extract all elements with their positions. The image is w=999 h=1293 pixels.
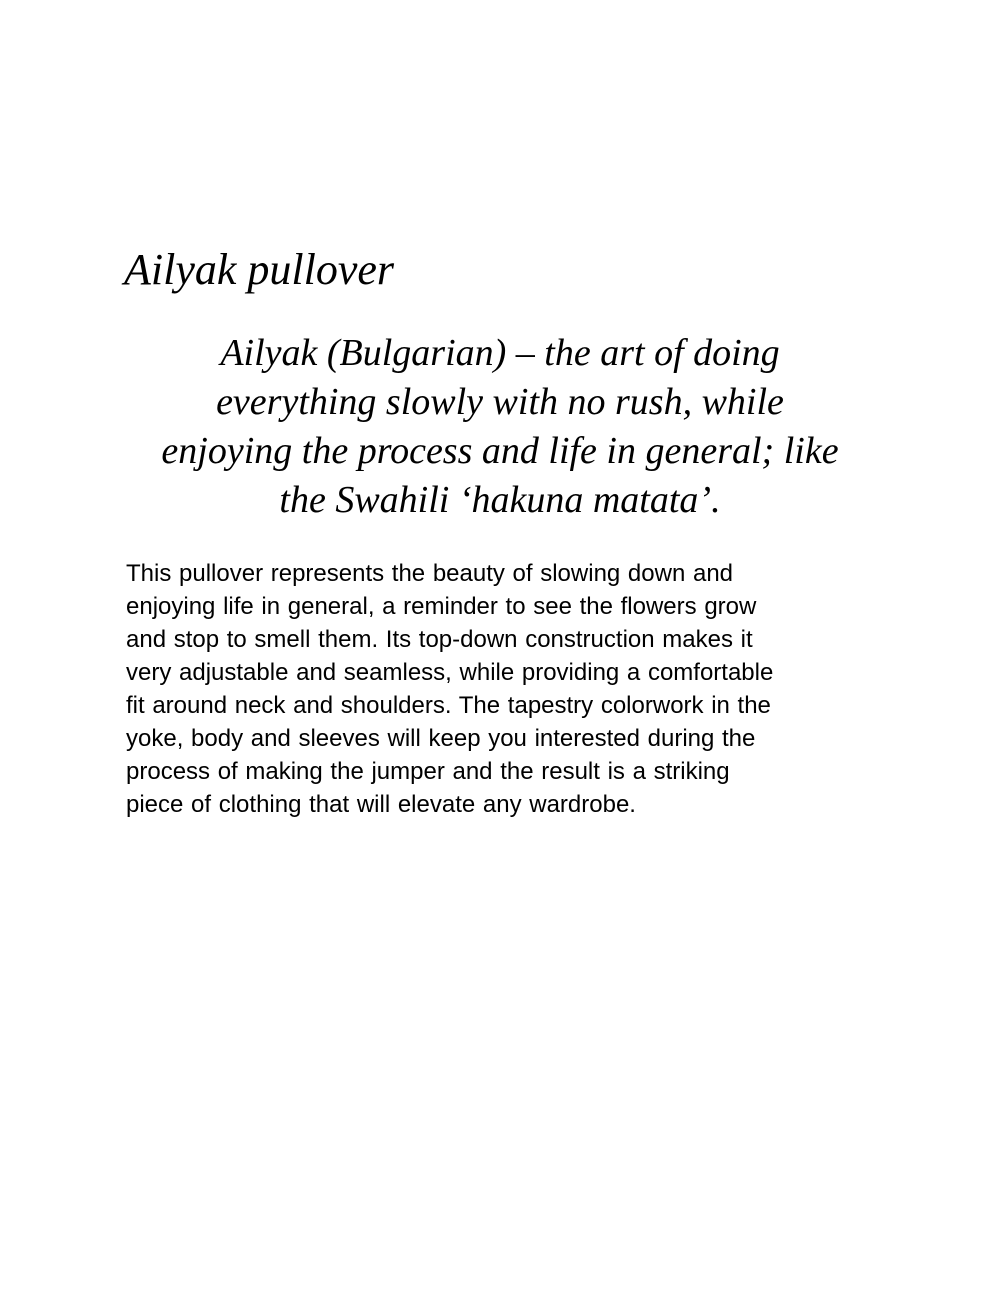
description-line: fit around neck and shoulders. The tapestry colorwork in the xyxy=(126,692,771,719)
definition-line: the Swahili ‘hakuna matata’. xyxy=(279,479,721,521)
definition-line: enjoying the process and life in general; like xyxy=(161,430,839,472)
description-line: and stop to smell them. Its top-down construction makes it xyxy=(126,626,753,653)
page-title: Ailyak pullover xyxy=(124,245,395,294)
description-line: process of making the jumper and the result is a striking xyxy=(126,758,730,785)
definition-line: Ailyak (Bulgarian) – the art of doing xyxy=(220,332,780,374)
description-line: piece of clothing that will elevate any wardrobe. xyxy=(126,791,636,818)
description-line: This pullover represents the beauty of slowing down and xyxy=(126,560,734,587)
description-line: very adjustable and seamless, while providing a comfortable xyxy=(126,659,774,686)
description-paragraph xyxy=(126,557,886,821)
definition-quote xyxy=(100,329,900,525)
definition-line: everything slowly with no rush, while xyxy=(216,381,784,423)
description-line: enjoying life in general, a reminder to see the flowers grow xyxy=(126,593,757,620)
description-line: yoke, body and sleeves will keep you interested during the xyxy=(126,725,756,752)
